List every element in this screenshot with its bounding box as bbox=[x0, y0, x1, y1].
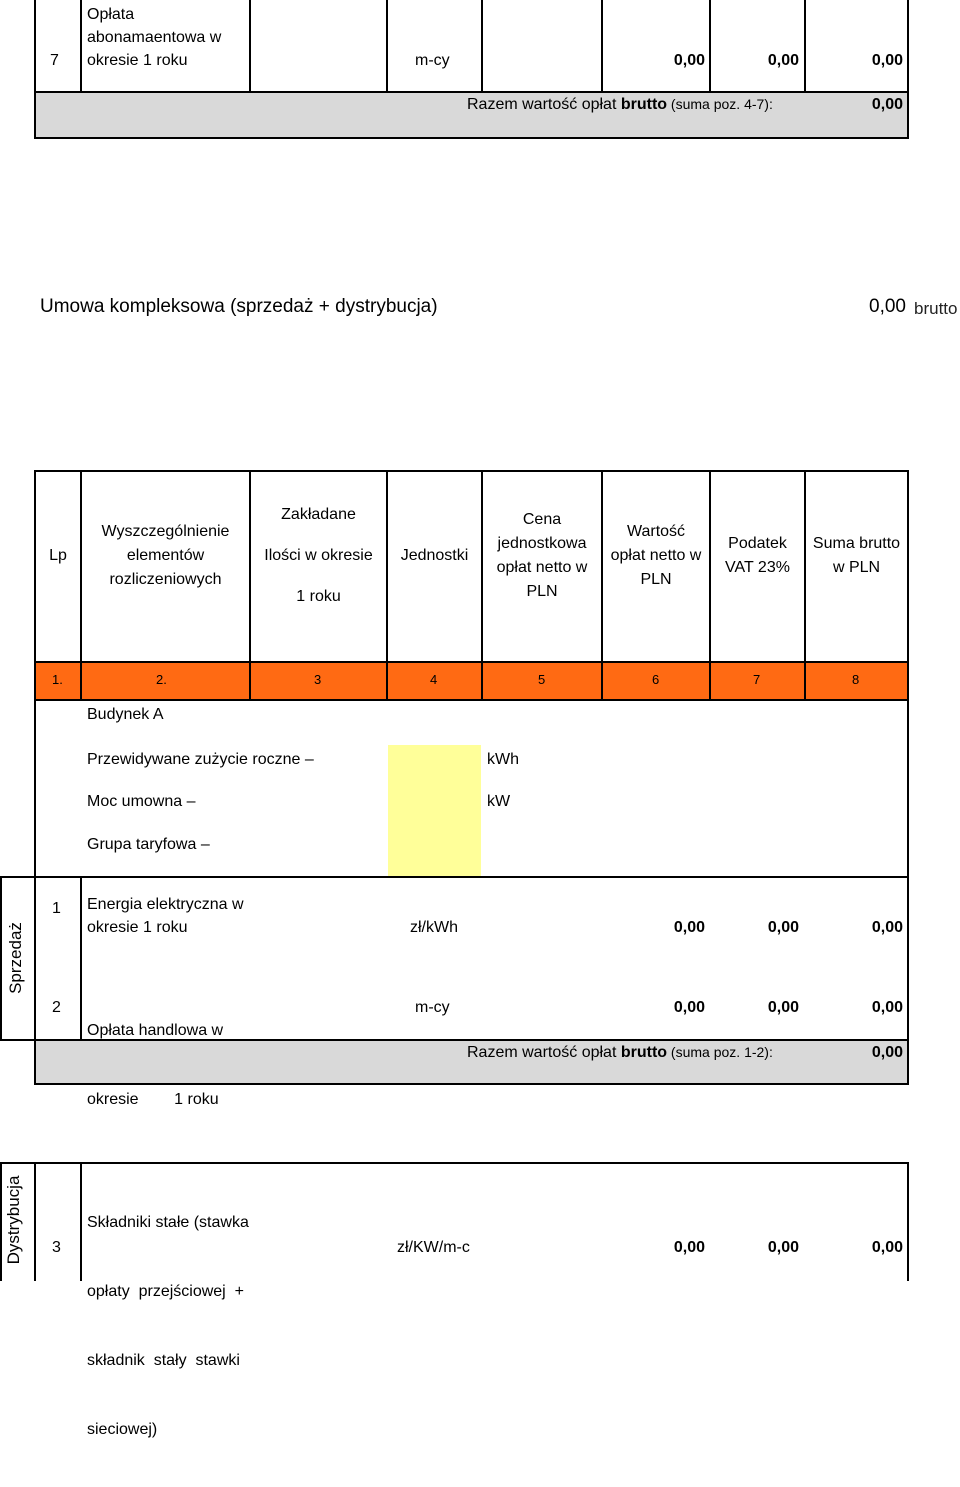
umowa-title: Umowa kompleksowa (sprzedaż + dystrybucja) bbox=[40, 296, 438, 317]
col-num-6: 6 bbox=[652, 672, 660, 687]
section-label-sale: Sprzedaż bbox=[6, 922, 25, 994]
dist-row-gross-value: 0,00 bbox=[871, 1239, 903, 1256]
top-row-name: Opłata abonamaentowa w okresie 1 roku bbox=[87, 6, 222, 69]
dist-row-unit: zł/KW/m-c bbox=[397, 1239, 470, 1256]
tariff-label: Grupa taryfowa – bbox=[87, 836, 210, 853]
sale-row-gross-value: 0,00 bbox=[871, 919, 903, 936]
top-row-lp: 7 bbox=[50, 52, 59, 69]
top-row-unit: m-cy bbox=[415, 52, 450, 69]
header-gross: Suma brutto w PLN bbox=[812, 535, 901, 576]
sale-row-unit: zł/kWh bbox=[410, 919, 458, 936]
sale-total-label: Razem wartość opłat brutto (suma poz. 1-2): bbox=[467, 1044, 773, 1061]
dist-row-vat-value: 0,00 bbox=[767, 1239, 799, 1256]
header-lp: Lp bbox=[49, 547, 67, 564]
sale-row-net-value: 0,00 bbox=[673, 919, 705, 936]
usage-label: Przewidywane zużycie roczne – bbox=[87, 751, 314, 768]
top-row-net-value: 0,00 bbox=[673, 52, 705, 69]
header-quantity: Zakładane Ilości w okresie 1 roku bbox=[264, 506, 373, 605]
umowa-suffix: brutto bbox=[914, 299, 958, 318]
umowa-value: 0,00 bbox=[869, 296, 906, 317]
section-label-distribution: Dystrybucja bbox=[4, 1175, 23, 1265]
col-num-5: 5 bbox=[538, 672, 546, 687]
header-vat: Podatek VAT 23% bbox=[725, 535, 790, 576]
col-num-2: 2. bbox=[156, 672, 167, 687]
input-highlight-cell[interactable] bbox=[388, 745, 481, 876]
col-num-8: 8 bbox=[852, 672, 860, 687]
top-row-vat-value: 0,00 bbox=[767, 52, 799, 69]
header-price: Cena jednostkowa opłat netto w PLN bbox=[496, 511, 588, 600]
header-unit: Jednostki bbox=[400, 547, 469, 564]
sale-row-lp: 1 bbox=[52, 900, 61, 917]
sale-row-vat-value: 0,00 bbox=[767, 999, 799, 1016]
dist-row-lp: 3 bbox=[52, 1239, 61, 1256]
power-unit: kW bbox=[487, 793, 511, 810]
col-num-1: 1. bbox=[52, 672, 63, 687]
top-total-value: 0,00 bbox=[871, 96, 903, 113]
power-label: Moc umowna – bbox=[87, 793, 196, 810]
header-net-value: Wartość opłat netto w PLN bbox=[610, 523, 702, 588]
top-total-label: Razem wartość opłat brutto (suma poz. 4-7): bbox=[467, 96, 773, 113]
col-num-3: 3 bbox=[314, 672, 322, 687]
sale-row-lp: 2 bbox=[52, 999, 61, 1016]
building-name: Budynek A bbox=[87, 706, 164, 723]
col-num-7: 7 bbox=[753, 672, 761, 687]
sale-row-unit: m-cy bbox=[415, 999, 450, 1016]
sale-row-gross-value: 0,00 bbox=[871, 999, 903, 1016]
sale-row-name: Energia elektryczna w okresie 1 roku bbox=[87, 896, 244, 936]
col-num-4: 4 bbox=[430, 672, 438, 687]
sale-row-vat-value: 0,00 bbox=[767, 919, 799, 936]
sale-row-net-value: 0,00 bbox=[673, 999, 705, 1016]
sale-row-name: Opłata handlowa w okresie 1 roku bbox=[87, 1022, 224, 1108]
header-name: Wyszczególnienie elementów rozliczeniowych bbox=[101, 523, 230, 588]
sale-total-value: 0,00 bbox=[871, 1044, 903, 1061]
dist-row-net-value: 0,00 bbox=[673, 1239, 705, 1256]
usage-unit: kWh bbox=[487, 751, 519, 768]
top-row-gross-value: 0,00 bbox=[871, 52, 903, 69]
dist-row-name: Składniki stałe (stawka opłaty przejściowej + składnik stały stawki sieciowej) bbox=[87, 1214, 249, 1438]
